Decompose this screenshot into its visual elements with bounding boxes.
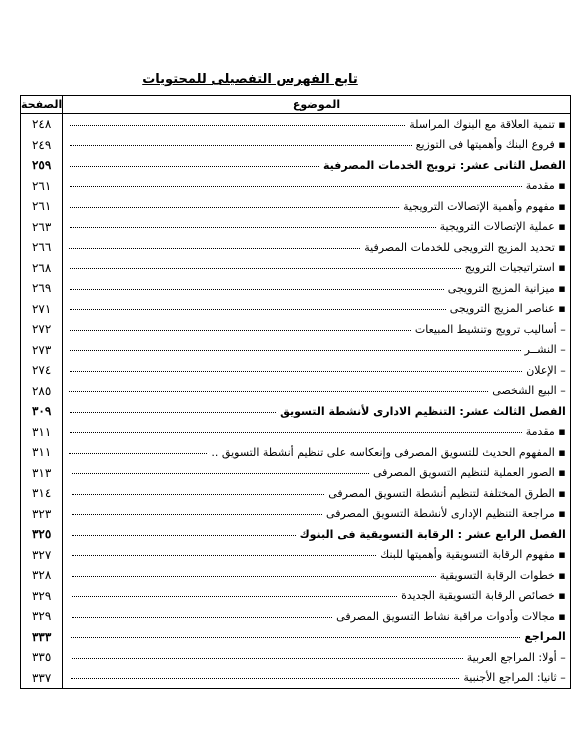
dot-leader [69,390,488,392]
toc-entry-cell [63,627,570,648]
toc-entry-cell [63,135,570,156]
toc-entry-title: ▪ خصائص الرقابة التسويقية الجديدة [401,589,566,603]
dot-leader [71,636,520,638]
dot-leader [72,554,376,556]
page-number: ٢٤٩ [21,135,63,156]
toc-row [21,217,571,238]
dot-leader [70,370,522,372]
chapter-row [21,401,571,422]
topic-column-header: الموضوع [63,96,570,114]
dot-leader [70,411,276,413]
toc-entry-cell [63,196,570,217]
toc-entry-title: ▪ مفهوم الرقابة التسويقية وأهميتها للبنك [380,548,566,562]
toc-entry-title: الفصل الثانى عشر: ترويج الخدمات المصرفية [323,158,566,172]
toc-entry-cell [63,668,570,689]
page-number: ٢٦١ [21,176,63,197]
toc-entry-cell [63,647,570,668]
page-number: ٣١٣ [21,463,63,484]
toc-entry-title: – أساليب ترويج وتنشيط المبيعات [414,322,566,336]
toc-table [20,95,571,689]
toc-row [21,319,571,340]
page-number: ٢٧٣ [21,340,63,361]
page-number: ٢٤٨ [21,114,63,135]
dot-leader [70,226,436,228]
dot-leader [70,349,521,351]
toc-entry-title: – أولا: المراجع العربية [466,650,566,664]
toc-entry-cell [63,237,570,258]
page-number: ٣٢٩ [21,586,63,607]
toc-entry-cell [63,176,570,197]
chapter-row [21,627,571,648]
toc-entry-cell [63,524,570,545]
dot-leader [72,534,296,536]
toc-entry-cell [63,217,570,238]
toc-row [21,135,571,156]
page-number: ٣٢٧ [21,545,63,566]
toc-row [21,647,571,668]
toc-entry-cell [63,586,570,607]
page-number: ٣٣٣ [21,627,63,648]
page-number: ٣٢٩ [21,606,63,627]
page-column-header: الصفحة [21,96,63,114]
dot-leader [70,206,399,208]
dot-leader [72,513,322,515]
page-number: ٣١١ [21,442,63,463]
page-number: ٢٧٤ [21,360,63,381]
toc-entry-title: الفصل الرابع عشر : الرقابة التسويقية فى البنوك [299,527,566,541]
page-number: ٢٦٩ [21,278,63,299]
toc-row [21,278,571,299]
toc-entry-title: ▪ الصور العملية لتنظيم التسويق المصرفى [373,466,566,480]
page-number: ٣٢٣ [21,504,63,525]
toc-entry-cell [63,114,570,135]
toc-entry-title: ▪ عناصر المزيج الترويجى [449,302,566,316]
toc-entry-title: ▪ فروع البنك وأهميتها فى التوزيع [415,138,566,152]
dot-leader [72,472,369,474]
toc-entry-title: – البيع الشخصى [492,384,566,398]
toc-row [21,504,571,525]
dot-leader [70,288,444,290]
toc-row [21,668,571,689]
toc-entry-title: ▪ مجالات وأدوات مراقبة نشاط التسويق المصرفى [336,609,566,623]
dot-leader [72,493,324,495]
page-number: ٢٦٣ [21,217,63,238]
toc-entry-cell [63,381,570,402]
dot-leader [70,144,412,146]
toc-entry-cell [63,258,570,279]
toc-entry-title: ▪ المفهوم الحديث للتسويق المصرفى وإنعكاسه على تنظيم أنشطة التسويق .. [211,445,566,459]
toc-row [21,586,571,607]
toc-entry-cell [63,565,570,586]
toc-row [21,360,571,381]
toc-row [21,463,571,484]
dot-leader [70,431,522,433]
page-number: ٣٢٨ [21,565,63,586]
toc-row [21,565,571,586]
page-number: ٣٢٥ [21,524,63,545]
toc-entry-cell [63,545,570,566]
dot-leader [69,452,207,454]
page-number: ٣٣٥ [21,647,63,668]
dot-leader [71,677,459,679]
toc-entry-title: ▪ الطرق المختلفة لتنظيم أنشطة التسويق المصرفى [328,486,566,500]
toc-entry-cell [63,299,570,320]
toc-entry-title: ▪ مفهوم وأهمية الإتصالات الترويجية [403,199,566,213]
dot-leader [70,329,411,331]
toc-row [21,606,571,627]
dot-leader [69,247,360,249]
page-number: ٢٦٨ [21,258,63,279]
toc-entry-cell [63,422,570,443]
toc-entry-title: ▪ مقدمة [525,179,566,193]
toc-row [21,545,571,566]
toc-row [21,196,571,217]
toc-row [21,258,571,279]
toc-entry-title: ▪ مقدمة [525,425,566,439]
page-number: ٢٧١ [21,299,63,320]
toc-entry-title: ▪ تنمية العلاقة مع البنوك المراسلة [409,117,566,131]
page-number: ٢٥٩ [21,155,63,176]
toc-entry-title: المراجع [524,630,566,644]
dot-leader [72,616,332,618]
toc-row [21,237,571,258]
toc-body [21,114,571,689]
toc-entry-title: – الإعلان [526,363,566,377]
page-number: ٣٣٧ [21,668,63,689]
dot-leader [70,308,446,310]
toc-entry-cell [63,442,570,463]
toc-row [21,299,571,320]
dot-leader [72,595,397,597]
toc-entry-cell [63,278,570,299]
toc-row [21,114,571,135]
toc-entry-cell [63,340,570,361]
dot-leader [70,124,405,126]
page-number: ٣٠٩ [21,401,63,422]
toc-entry-title: ▪ خطوات الرقابة التسويقية [439,568,566,582]
toc-row [21,340,571,361]
page-title: تابع الفهرس التفصيلى للمحتويات [142,72,358,87]
table-header-row [21,96,571,114]
toc-entry-title: الفصل الثالث عشر: التنظيم الادارى لأنشطة التسويق [280,404,566,418]
toc-entry-title: ▪ استراتيجيات الترويج [464,261,566,275]
toc-entry-cell [63,360,570,381]
toc-entry-cell [63,319,570,340]
toc-entry-title: – ثانيا: المراجع الأجنبية [463,671,566,685]
page-number: ٣١١ [21,422,63,443]
toc-entry-cell [63,401,570,422]
chapter-row [21,524,571,545]
page-number: ٢٧٢ [21,319,63,340]
toc-entry-cell [63,483,570,504]
toc-row [21,381,571,402]
toc-row [21,442,571,463]
dot-leader [70,165,319,167]
page-number: ٢٨٥ [21,381,63,402]
toc-entry-cell [63,606,570,627]
toc-entry-title: ▪ مراجعة التنظيم الإدارى لأنشطة التسويق المصرفى [326,507,566,521]
dot-leader [70,267,461,269]
page-number: ٢٦٦ [21,237,63,258]
page-number: ٣١٤ [21,483,63,504]
page-number: ٢٦١ [21,196,63,217]
toc-row [21,483,571,504]
dot-leader [72,657,463,659]
toc-entry-cell [63,504,570,525]
toc-entry-cell [63,155,570,176]
toc-row [21,422,571,443]
toc-entry-title: ▪ عملية الإتصالات الترويجية [439,220,566,234]
chapter-row [21,155,571,176]
dot-leader [72,575,436,577]
toc-entry-title: ▪ تحديد المزيج الترويجى للخدمات المصرفية [364,240,566,254]
dot-leader [70,185,522,187]
toc-entry-title: – النشــر [524,343,566,357]
toc-entry-cell [63,463,570,484]
toc-entry-title: ▪ ميزانية المزيج الترويجى [447,281,566,295]
toc-row [21,176,571,197]
